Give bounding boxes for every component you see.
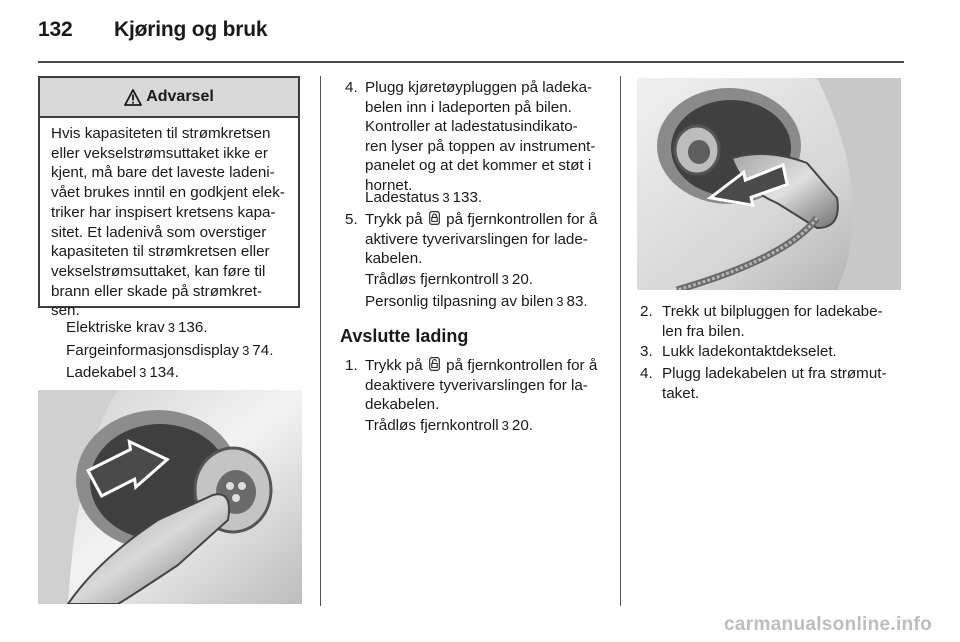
reference-arrow-icon: 3 (242, 342, 250, 358)
warning-line: triker har inspisert kretsens kapa- (51, 203, 276, 221)
reference-list (66, 318, 273, 386)
reference-link[interactable]: Ladestatus 3 133. (365, 189, 483, 206)
step-text: Trykk på på fjernkontrollen for å aktivere tyverivarslingen for lade- kabelen. (365, 211, 598, 268)
step-number: 3. (640, 343, 653, 360)
page-header (38, 18, 267, 42)
warning-line: sen. (51, 302, 80, 320)
reference-arrow-icon: 3 (556, 294, 564, 309)
reference-link[interactable]: Trådløs fjernkontroll 3 20. (365, 417, 533, 434)
column-divider-left (320, 76, 321, 606)
unlock-button-icon (429, 357, 440, 371)
warning-box (38, 76, 300, 320)
page-number: 132 (38, 18, 73, 41)
reference-link[interactable]: Ladekabel 3 134. (66, 364, 179, 381)
reference-arrow-icon: 3 (139, 365, 147, 380)
reference-link[interactable]: Trådløs fjernkontroll 3 20. (365, 271, 533, 288)
reference-arrow-icon: 3 (501, 272, 509, 287)
warning-text (40, 118, 298, 321)
warning-line: sitet. Et ladenivå som overstiger (51, 223, 267, 241)
unplug-image (637, 78, 901, 290)
step-number: 4. (640, 365, 653, 382)
page-title: Kjøring og bruk (114, 18, 268, 41)
step-text: Trekk ut bilpluggen for ladekabe- len fra bilen. (662, 303, 883, 340)
step-text: Plugg kjøretøypluggen på ladeka- belen inn i ladeporten på bilen. Kontroller at ladestatusindikato- ren lyser på toppen av instrument- panelet og at det kommer et støt i hornet. (365, 79, 596, 194)
step-number: 1. (345, 357, 358, 374)
step-text: Lukk ladekontaktdekselet. (662, 343, 837, 360)
warning-line: kapasiteten til strømkretsen eller (51, 243, 270, 261)
reference-link[interactable]: Elektriske krav 3 136. (66, 319, 208, 336)
warning-line: vået brukes inntil en godkjent elek- (51, 184, 285, 202)
warning-line: vekselstrømsuttaket, kan føre til (51, 262, 266, 280)
warning-line: brann eller skade på strømkret- (51, 282, 263, 300)
step-text: Trykk på på fjernkontrollen for å deaktivere tyverivarslingen for la- dekabelen. (365, 357, 598, 414)
header-rule (38, 61, 904, 63)
reference-link[interactable]: Personlig tilpasning av bilen 3 83. (365, 293, 588, 310)
watermark: carmanualsonline.info (724, 614, 932, 635)
warning-triangle-icon (124, 89, 142, 106)
warning-title: Advarsel (146, 88, 214, 105)
section-heading: Avslutte lading (340, 326, 469, 346)
step-text: Plugg ladekabelen ut fra strømut- taket. (662, 365, 887, 402)
reference-arrow-icon: 3 (167, 320, 175, 335)
unplug-illustration (637, 78, 901, 290)
column-divider-right (620, 76, 621, 606)
step-number: 2. (640, 303, 653, 320)
reference-link[interactable]: Fargeinformasjonsdisplay 3 74. (66, 341, 274, 359)
step-number: 4. (345, 79, 358, 96)
charging-plug-image (38, 390, 302, 604)
warning-header (40, 78, 298, 118)
step-number: 5. (345, 211, 358, 228)
warning-line: eller vekselstrømsuttaket ikke er (51, 144, 268, 162)
lock-button-icon (429, 211, 440, 225)
warning-line: Hvis kapasiteten til strømkretsen (51, 125, 271, 142)
warning-line: kjent, må bare det laveste ladeni- (51, 164, 275, 182)
reference-arrow-icon: 3 (501, 418, 509, 433)
charging-plug-illustration (38, 390, 302, 604)
reference-arrow-icon: 3 (442, 190, 450, 205)
